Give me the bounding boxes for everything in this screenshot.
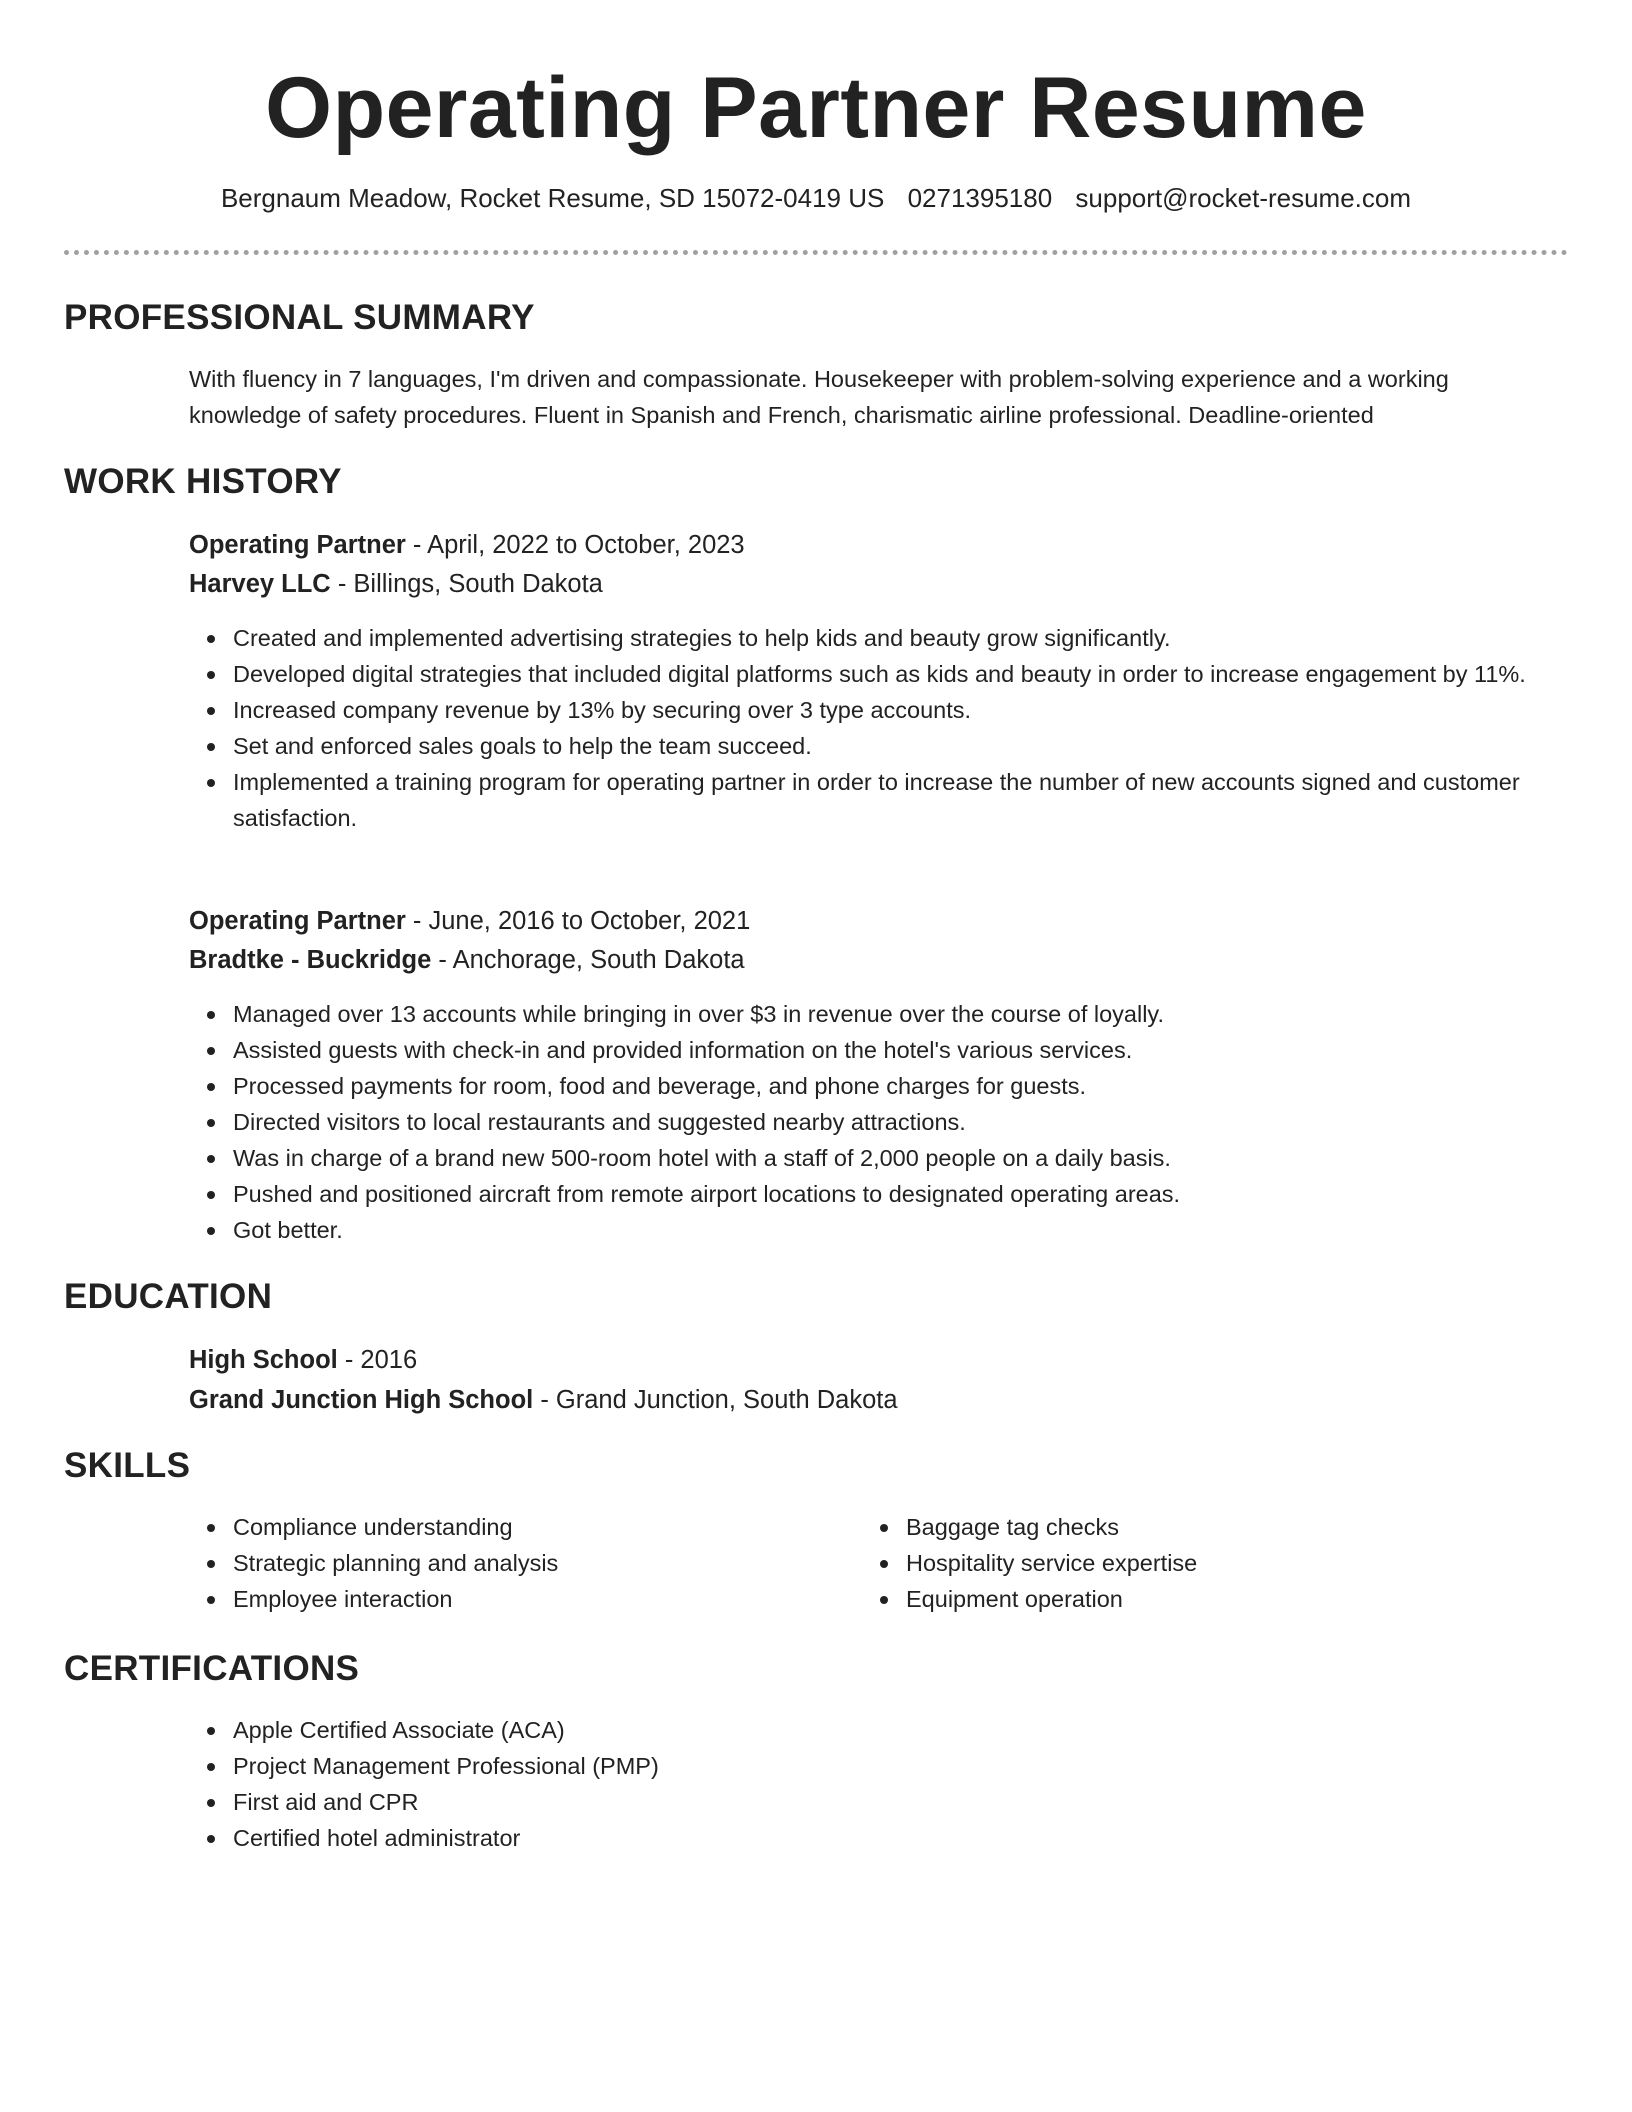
skills-heading-text: SKILLS	[64, 1446, 191, 1485]
education-heading-text: EDUCATION	[64, 1277, 273, 1316]
job-company: Bradtke - Buckridge	[189, 946, 432, 974]
list-item: Assisted guests with check-in and provided information on the hotel's various services.	[233, 1032, 1608, 1068]
list-item: Managed over 13 accounts while bringing in over $3 in revenue over the course of loyally.	[233, 996, 1608, 1032]
list-item: Certified hotel administrator	[233, 1820, 1608, 1856]
list-item: Set and enforced sales goals to help the team succeed.	[233, 728, 1608, 764]
job-company-line	[189, 942, 745, 978]
work-history-heading	[64, 460, 342, 504]
contact-line	[0, 180, 1632, 216]
certifications-heading-text: CERTIFICATIONS	[64, 1649, 360, 1688]
job-dates: - April, 2022 to October, 2023	[405, 531, 745, 559]
list-item: Processed payments for room, food and beverage, and phone charges for guests.	[233, 1068, 1608, 1104]
education-location: - Grand Junction, South Dakota	[533, 1386, 898, 1414]
job-location: - Billings, South Dakota	[330, 570, 603, 598]
contact-phone: 0271395180	[907, 183, 1053, 213]
certifications-heading	[64, 1647, 359, 1691]
list-item: Hospitality service expertise	[906, 1545, 1566, 1581]
contact-email: support@rocket-resume.com	[1075, 183, 1412, 213]
list-item: Increased company revenue by 13% by securing over 3 type accounts.	[233, 692, 1608, 728]
list-item: Baggage tag checks	[906, 1509, 1566, 1545]
job-title: Operating Partner	[189, 531, 406, 559]
job-dates: - June, 2016 to October, 2021	[405, 907, 751, 935]
list-item: Was in charge of a brand new 500-room hotel with a staff of 2,000 people on a daily basis.	[233, 1140, 1608, 1176]
list-item: Apple Certified Associate (ACA)	[233, 1712, 1608, 1748]
education-year: - 2016	[337, 1346, 418, 1374]
job-company: Harvey LLC	[189, 570, 331, 598]
certifications-list	[189, 1712, 1608, 1856]
list-item: Strategic planning and analysis	[233, 1545, 853, 1581]
job-bullets	[189, 620, 1608, 836]
job-bullets	[189, 996, 1608, 1248]
list-item: Got better.	[233, 1212, 1608, 1248]
skills-list-left	[189, 1509, 853, 1617]
job-title: Operating Partner	[189, 907, 406, 935]
job-title-line	[189, 903, 750, 939]
summary-heading	[64, 296, 535, 340]
list-item: Pushed and positioned aircraft from remote airport locations to designated operating areas.	[233, 1176, 1608, 1212]
list-item: Employee interaction	[233, 1581, 853, 1617]
summary-heading-text: PROFESSIONAL SUMMARY	[64, 298, 535, 337]
job-title-line	[189, 527, 745, 563]
work-history-heading-text: WORK HISTORY	[64, 462, 342, 501]
resume-title: Operating Partner Resume	[265, 60, 1367, 156]
summary-text: With fluency in 7 languages, I'm driven and compassionate. Housekeeper with problem-solving experience and a working knowledge of safety procedures. Fluent in Spanish and French, charismatic airline professional. Deadline-oriented	[189, 366, 1449, 428]
education-school-line	[189, 1382, 898, 1418]
list-item: Directed visitors to local restaurants and suggested nearby attractions.	[233, 1104, 1608, 1140]
list-item: First aid and CPR	[233, 1784, 1608, 1820]
contact-address: Bergnaum Meadow, Rocket Resume, SD 15072-0419 US	[220, 183, 885, 213]
job-location: - Anchorage, South Dakota	[431, 946, 745, 974]
education-degree: High School	[189, 1346, 338, 1374]
list-item: Project Management Professional (PMP)	[233, 1748, 1608, 1784]
list-item: Equipment operation	[906, 1581, 1566, 1617]
list-item: Implemented a training program for operating partner in order to increase the number of new accounts signed and customer satisfaction.	[233, 764, 1608, 836]
education-school: Grand Junction High School	[189, 1386, 534, 1414]
education-degree-line	[189, 1342, 417, 1378]
list-item: Developed digital strategies that included digital platforms such as kids and beauty in order to increase engagement by 11%.	[233, 656, 1608, 692]
job-company-line	[189, 566, 603, 602]
skills-heading	[64, 1444, 190, 1488]
header-divider	[64, 250, 1568, 255]
list-item: Compliance understanding	[233, 1509, 853, 1545]
skills-list-right	[862, 1509, 1566, 1617]
list-item: Created and implemented advertising strategies to help kids and beauty grow significantly.	[233, 620, 1608, 656]
education-heading	[64, 1275, 272, 1319]
